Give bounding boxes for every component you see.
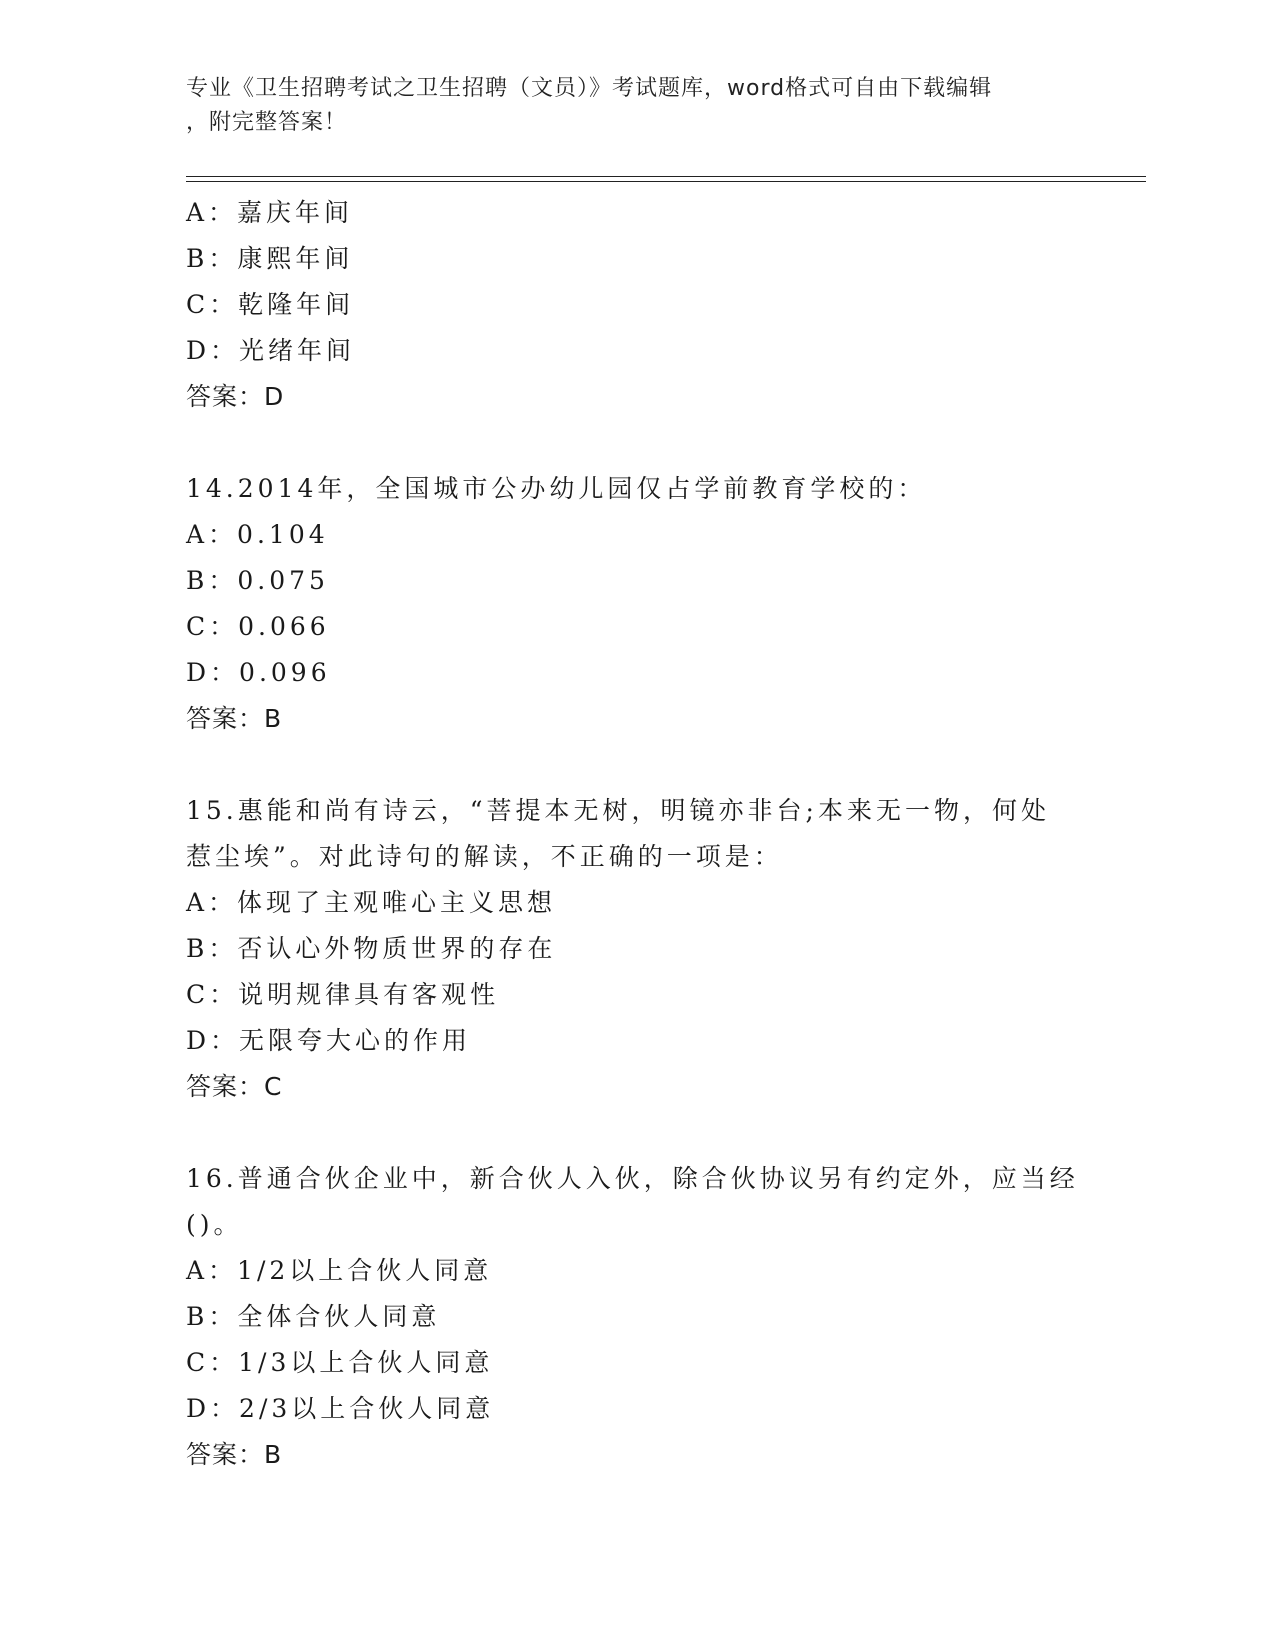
question-16 xyxy=(186,1156,1086,1478)
answer: 答案：B xyxy=(186,1440,283,1469)
question-stem-line-2: ()。 xyxy=(186,1210,243,1239)
header-line-1: 专业《卫生招聘考试之卫生招聘（文员）》考试题库，word格式可自由下载编辑 xyxy=(186,76,993,101)
option-c: C：说明规律具有客观性 xyxy=(186,980,500,1009)
option-b: B：否认心外物质世界的存在 xyxy=(186,934,557,963)
question-stem-line-2: 惹尘埃”。对此诗句的解读，不正确的一项是： xyxy=(186,842,783,871)
option-d: D：0.096 xyxy=(186,658,331,687)
spacer xyxy=(186,1110,1086,1156)
header-line-2: ，附完整答案！ xyxy=(186,110,348,135)
option-d: D：光绪年间 xyxy=(186,336,356,365)
page-header xyxy=(186,72,1086,140)
option-c: C：0.066 xyxy=(186,612,330,641)
question-14 xyxy=(186,466,1086,742)
option-b: B：全体合伙人同意 xyxy=(186,1302,441,1331)
answer: 答案：C xyxy=(186,1072,283,1101)
header-divider-top xyxy=(186,176,1146,177)
answer: 答案：D xyxy=(186,382,285,411)
question-list xyxy=(186,190,1086,1478)
spacer xyxy=(186,742,1086,788)
option-a: A：0.104 xyxy=(186,520,329,549)
question-15 xyxy=(186,788,1086,1110)
option-c: C：乾隆年间 xyxy=(186,290,355,319)
answer: 答案：B xyxy=(186,704,283,733)
option-b: B：0.075 xyxy=(186,566,329,595)
option-b: B：康熙年间 xyxy=(186,244,354,273)
option-a: A：嘉庆年间 xyxy=(186,198,354,227)
question-stem: 14.2014年，全国城市公办幼儿园仅占学前教育学校的： xyxy=(186,474,927,503)
question-13 xyxy=(186,190,1086,420)
option-a: A：1/2以上合伙人同意 xyxy=(186,1256,493,1285)
option-a: A：体现了主观唯心主义思想 xyxy=(186,888,557,917)
header-divider-bottom xyxy=(186,181,1146,182)
option-c: C：1/3以上合伙人同意 xyxy=(186,1348,494,1377)
option-d: D：2/3以上合伙人同意 xyxy=(186,1394,495,1423)
question-stem-line-1: 15.惠能和尚有诗云，“菩提本无树，明镜亦非台;本来无一物，何处 xyxy=(186,796,1050,825)
question-stem-line-1: 16.普通合伙企业中，新合伙人入伙，除合伙协议另有约定外，应当经 xyxy=(186,1164,1079,1193)
option-d: D：无限夸大心的作用 xyxy=(186,1026,472,1055)
spacer xyxy=(186,420,1086,466)
